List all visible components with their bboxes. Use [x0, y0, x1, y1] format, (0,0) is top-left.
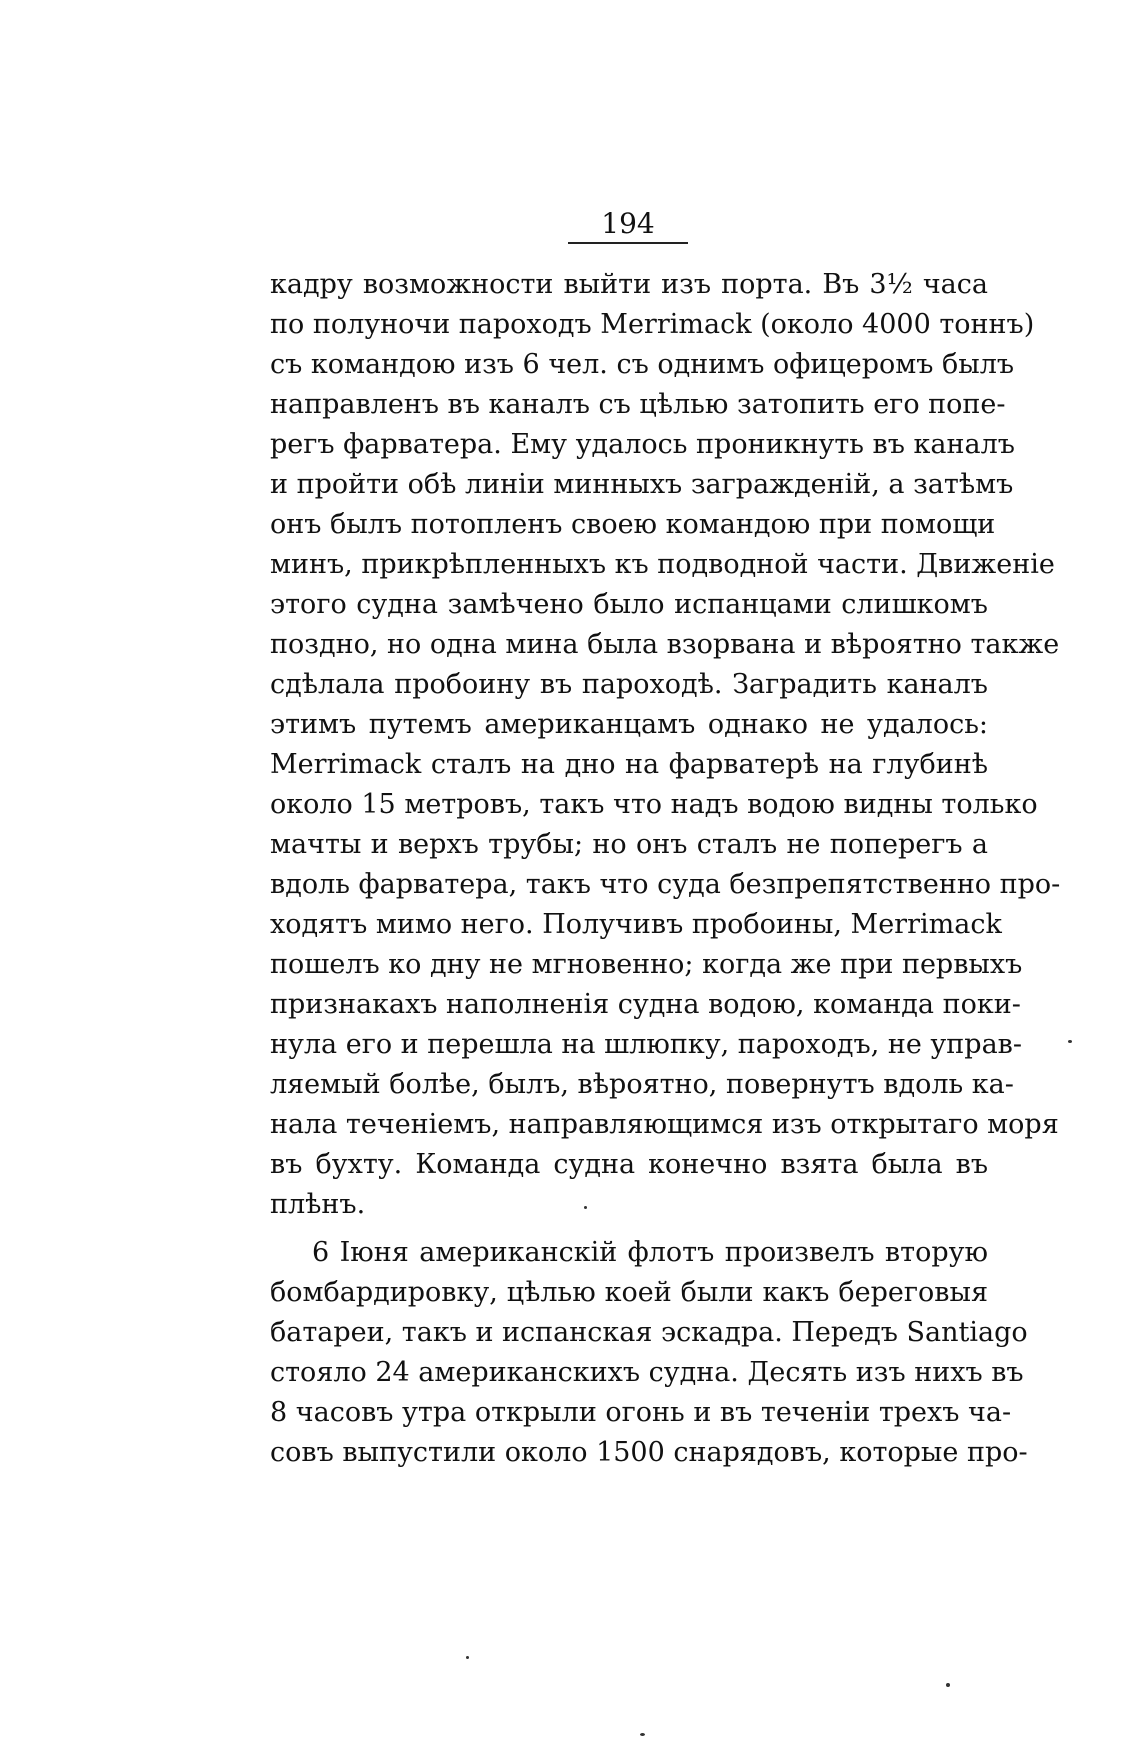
text-line: онъ былъ потопленъ своею командою при помощи	[270, 509, 996, 540]
text-line: стояло 24 американскихъ судна. Десять изъ нихъ въ	[270, 1357, 1024, 1388]
text-line: поздно, но одна мина была взорвана и вѣроятно также	[270, 629, 1060, 660]
text-line: совъ выпустили около 1500 снарядовъ, которые про-	[270, 1437, 1028, 1468]
text-line: въ бухту. Команда судна конечно взята была въ	[270, 1149, 988, 1180]
text-line: пошелъ ко дну не мгновенно; когда же при первыхъ	[270, 949, 1023, 980]
text-line: съ командою изъ 6 чел. съ однимъ офицеромъ былъ	[270, 349, 1015, 380]
text-line: вдоль фарватера, такъ что суда безпрепятственно про-	[270, 869, 1061, 900]
paragraph-gap	[270, 1225, 988, 1233]
text-line: кадру возможности выйти изъ порта. Въ 3½ часа	[270, 269, 988, 300]
text-line: ляемый болѣе, былъ, вѣроятно, повернутъ вдоль ка-	[270, 1069, 1014, 1100]
text-line: 6 Іюня американскій флотъ произвелъ вторую	[312, 1237, 988, 1268]
text-line: нала теченіемъ, направляющимся изъ открытаго моря	[270, 1109, 1059, 1140]
text-line: ходятъ мимо него. Получивъ пробоины, Merrimack	[270, 909, 1002, 940]
text-line: 8 часовъ утра открыли огонь и въ теченіи трехъ ча-	[270, 1397, 1012, 1428]
body-text	[270, 265, 1061, 1473]
paragraph-1	[270, 265, 1061, 1225]
text-line: мачты и верхъ трубы; но онъ сталъ не поперегъ а	[270, 829, 988, 860]
scan-speck	[584, 1206, 587, 1209]
text-line: по полуночи пароходъ Merrimack (около 4000 тоннъ)	[270, 309, 1035, 340]
text-line: Merrimack сталъ на дно на фарватерѣ на глубинѣ	[270, 749, 988, 780]
scan-speck	[946, 1683, 950, 1687]
text-line: этого судна замѣчено было испанцами слишкомъ	[270, 589, 988, 620]
text-line: сдѣлала пробоину въ пароходѣ. Заградить каналъ	[270, 669, 988, 700]
text-line: нула его и перешла на шлюпку, пароходъ, не управ-	[270, 1029, 1023, 1060]
scan-speck	[640, 1733, 645, 1736]
text-line: около 15 метровъ, такъ что надъ водою видны только	[270, 789, 1038, 820]
paragraph-2	[270, 1233, 1028, 1473]
text-line: направленъ въ каналъ съ цѣлью затопить его попе-	[270, 389, 1006, 420]
text-line: плѣнъ.	[270, 1189, 366, 1220]
text-line: батареи, такъ и испанская эскадра. Передъ Santiago	[270, 1317, 1028, 1348]
text-line: этимъ путемъ американцамъ однако не удалось:	[270, 709, 988, 740]
text-line: признакахъ наполненія судна водою, команда поки-	[270, 989, 1021, 1020]
scan-speck	[466, 1656, 469, 1659]
text-line: минъ, прикрѣпленныхъ къ подводной части. Движеніе	[270, 549, 1055, 580]
text-line: и пройти обѣ линіи минныхъ загражденій, а затѣмъ	[270, 469, 1014, 500]
text-line: регъ фарватера. Ему удалось проникнуть въ каналъ	[270, 429, 1015, 460]
page-number: 194	[568, 208, 688, 244]
scan-speck	[1068, 1040, 1072, 1043]
text-line: бомбардировку, цѣлью коей были какъ береговыя	[270, 1277, 988, 1308]
